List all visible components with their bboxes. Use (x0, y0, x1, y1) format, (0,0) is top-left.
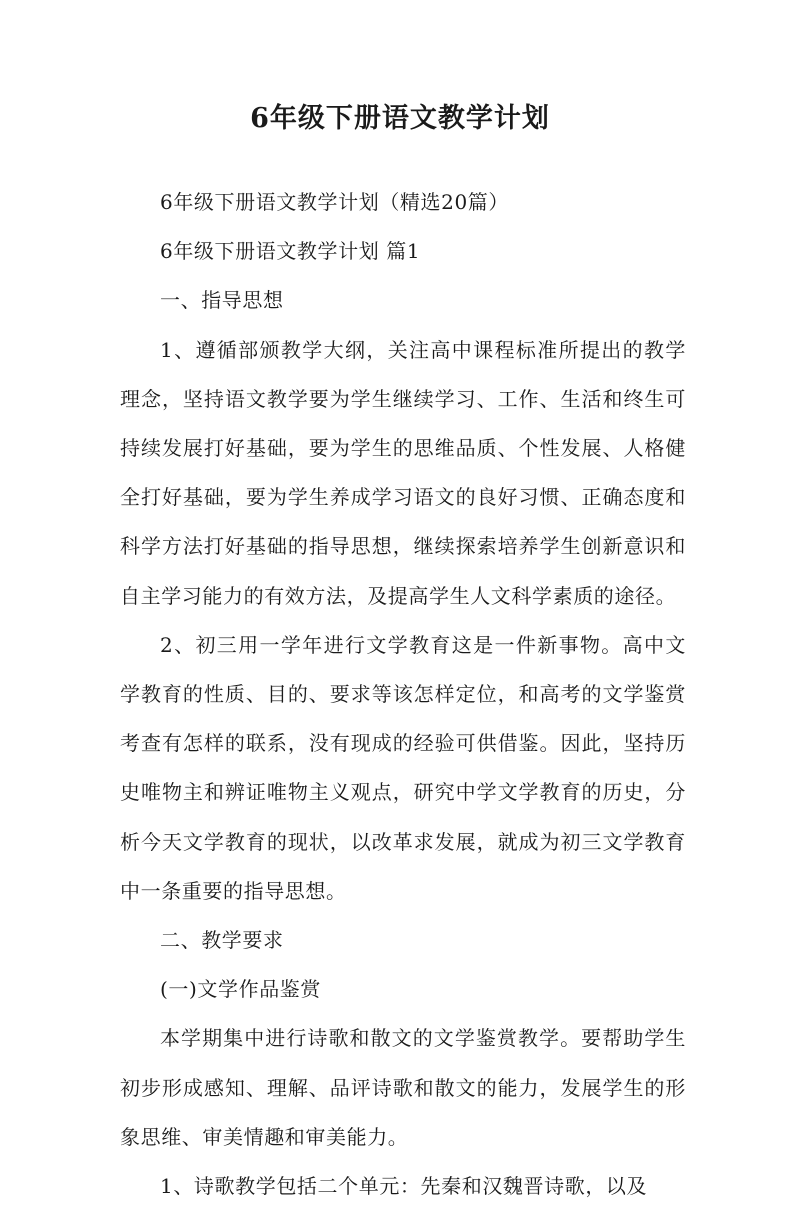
paragraph-heading-guiding-ideology: 一、指导思想 (160, 288, 284, 313)
paragraph-heading-teaching-requirements: 二、教学要求 (160, 928, 284, 953)
paragraph: 1、遵循部颁教学大纲，关注高中课程标准所提出的教学理念，坚持语文教学要为学生继续学习、工作、生活和终生可持续发展打好基础，要为学生的思维品质、个性发展、人格健全打好基础，要为学生养成学习语文的良好习惯、正确态度和科学方法打好基础的指导思想，继续探索培养学生创新意识和自主学习能力的有效方法，及提高学生人文科学素质的途径。 (120, 337, 686, 608)
paragraph: 2、初三用一学年进行文学教育这是一件新事物。高中文学教育的性质、目的、要求等该怎样定位，和高考的文学鉴赏考查有怎样的联系，没有现成的经验可供借鉴。因此，坚持历史唯物主和辨证唯物主义观点，研究中学文学教育的历史，分析今天文学教育的现状，以改革求发展，就成为初三文学教育中一条重要的指导思想。 (120, 632, 686, 903)
paragraph: 本学期集中进行诗歌和散文的文学鉴赏教学。要帮助学生初步形成感知、理解、品评诗歌和散文的能力，发展学生的形象思维、审美情趣和审美能力。 (120, 1026, 686, 1149)
paragraph-subtitle: 6年级下册语文教学计划（精选20篇） (160, 190, 509, 214)
paragraph: 1、诗歌教学包括二个单元：先秦和汉魏晋诗歌，以及 (160, 1174, 648, 1199)
paragraph-subheading-literature-appreciation: (一)文学作品鉴赏 (160, 977, 322, 1002)
document-body (120, 178, 686, 1211)
document-title: 6年级下册语文教学计划 (250, 103, 550, 134)
paragraph-section-heading: 6年级下册语文教学计划 篇1 (160, 239, 421, 264)
